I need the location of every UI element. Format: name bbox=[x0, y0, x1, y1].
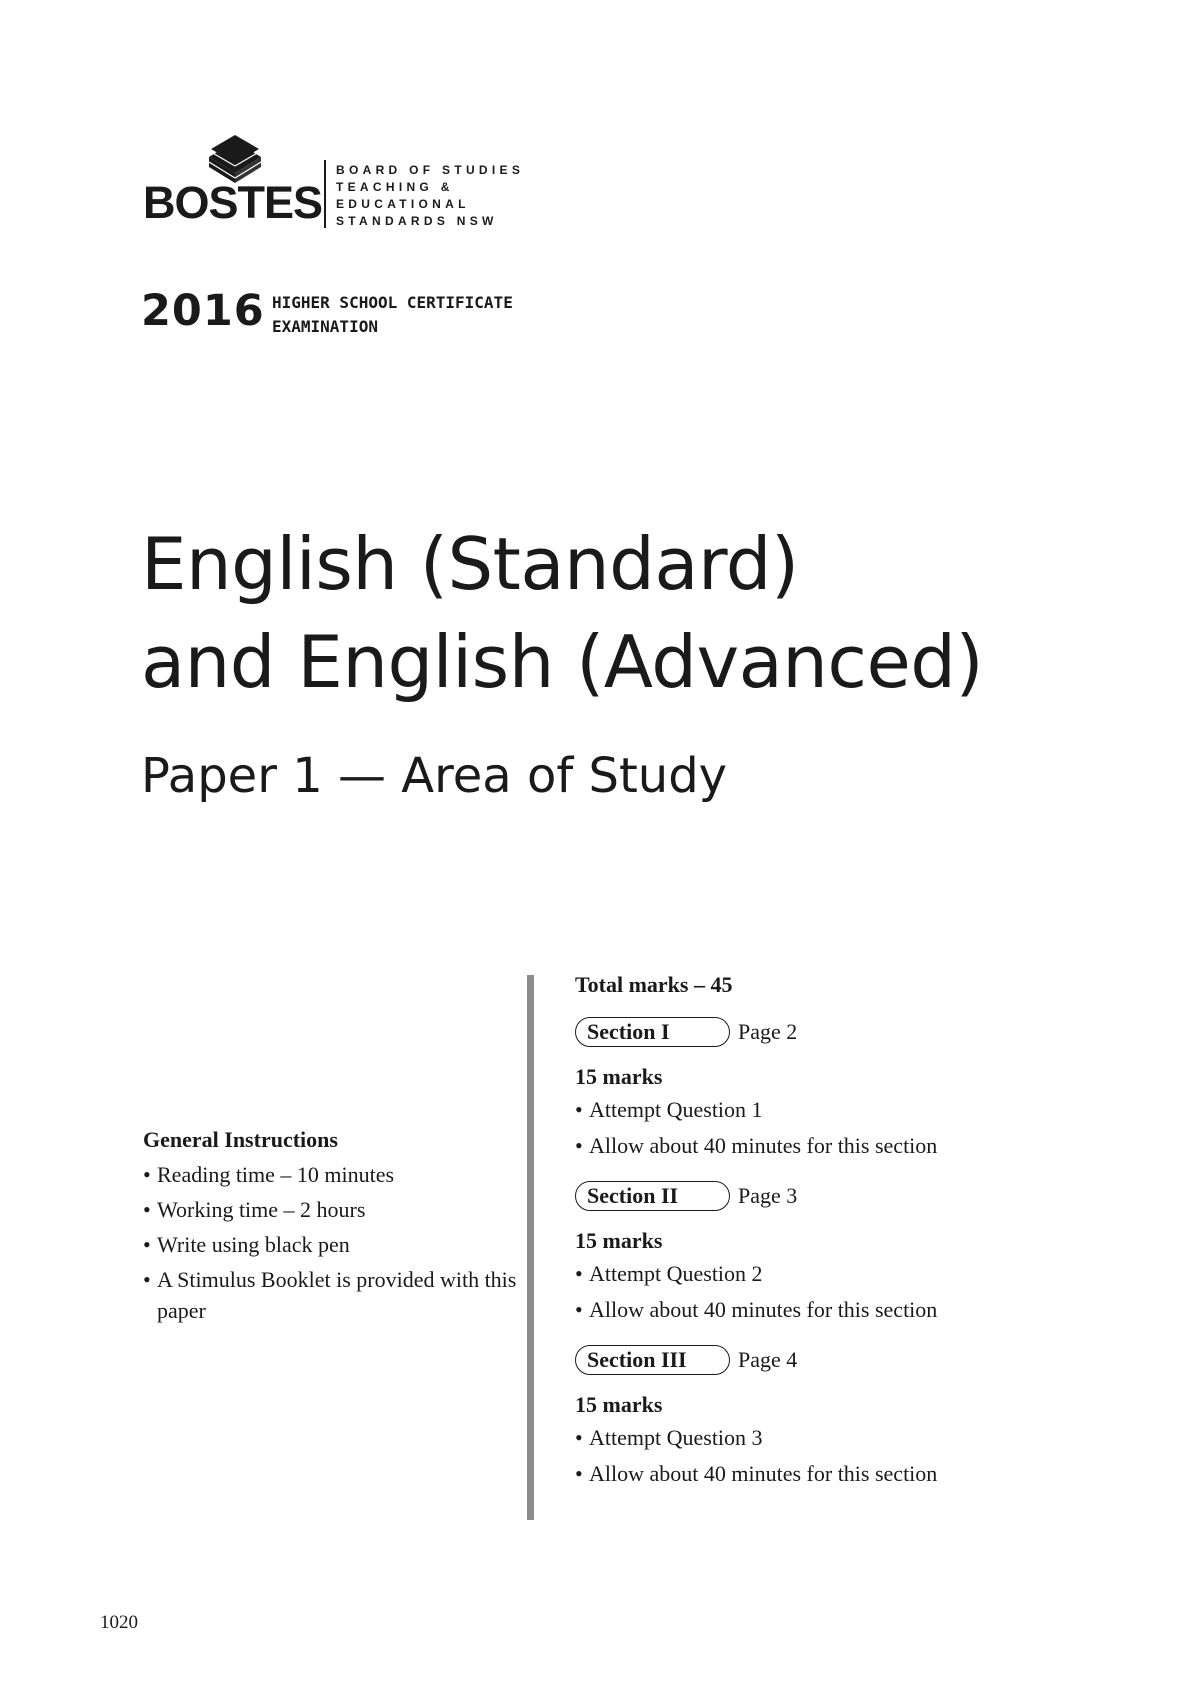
list-item: • Write using black pen bbox=[143, 1227, 523, 1262]
logo-divider bbox=[324, 160, 326, 228]
exam-name-line1: HIGHER SCHOOL CERTIFICATE bbox=[272, 293, 513, 312]
list-item: • Attempt Question 1 bbox=[575, 1092, 1115, 1128]
logo-line: BOARD OF STUDIES bbox=[336, 163, 525, 177]
paper-code: 1020 bbox=[100, 1612, 138, 1633]
list-item: • A Stimulus Booklet is provided with this paper bbox=[143, 1262, 523, 1326]
logo-text bbox=[336, 162, 524, 230]
bullet-icon: • bbox=[575, 1097, 583, 1122]
bullet-icon: • bbox=[575, 1297, 583, 1322]
bullet-icon: • bbox=[575, 1133, 583, 1158]
list-item: • Allow about 40 minutes for this section bbox=[575, 1456, 1115, 1492]
logo-wordmark: BOSTES bbox=[143, 177, 323, 228]
exam-year: 2016 bbox=[141, 286, 265, 336]
bullet-icon: • bbox=[575, 1461, 583, 1486]
exam-name-line2: EXAMINATION bbox=[272, 317, 378, 336]
bullet-icon: • bbox=[143, 1267, 151, 1292]
section-label-badge: Section II bbox=[575, 1181, 730, 1211]
general-instructions-heading: General Instructions bbox=[143, 1127, 338, 1152]
section-block bbox=[575, 1179, 1115, 1328]
page-subtitle: Paper 1 — Area of Study bbox=[141, 748, 728, 804]
logo-line: STANDARDS NSW bbox=[336, 214, 498, 228]
logo-line: TEACHING & bbox=[336, 180, 454, 194]
bullet-icon: • bbox=[143, 1162, 151, 1187]
list-item: • Working time – 2 hours bbox=[143, 1192, 523, 1227]
total-marks: Total marks – 45 bbox=[575, 972, 733, 997]
general-instructions bbox=[143, 1122, 523, 1326]
section-marks: 15 marks bbox=[575, 1064, 663, 1089]
logo-line: EDUCATIONAL bbox=[336, 197, 470, 211]
section-marks: 15 marks bbox=[575, 1228, 663, 1253]
column-divider bbox=[527, 975, 534, 1520]
title-line2: and English (Advanced) bbox=[141, 620, 984, 704]
section-label-badge: Section III bbox=[575, 1345, 730, 1375]
marks-summary bbox=[575, 970, 1115, 1492]
section-page-ref: Page 4 bbox=[738, 1347, 798, 1372]
exam-name bbox=[272, 291, 513, 339]
section-marks: 15 marks bbox=[575, 1392, 663, 1417]
list-item: • Attempt Question 2 bbox=[575, 1256, 1115, 1292]
title-line1: English (Standard) bbox=[141, 522, 799, 606]
list-item: • Allow about 40 minutes for this section bbox=[575, 1128, 1115, 1164]
list-item: • Attempt Question 3 bbox=[575, 1420, 1115, 1456]
list-item: • Reading time – 10 minutes bbox=[143, 1157, 523, 1192]
section-page-ref: Page 2 bbox=[738, 1019, 798, 1044]
bullet-icon: • bbox=[143, 1197, 151, 1222]
section-block bbox=[575, 1015, 1115, 1164]
page-title bbox=[141, 515, 983, 711]
bullet-icon: • bbox=[143, 1232, 151, 1257]
bullet-icon: • bbox=[575, 1261, 583, 1286]
section-block bbox=[575, 1343, 1115, 1492]
bullet-icon: • bbox=[575, 1425, 583, 1450]
list-item: • Allow about 40 minutes for this section bbox=[575, 1292, 1115, 1328]
section-page-ref: Page 3 bbox=[738, 1183, 798, 1208]
section-label-badge: Section I bbox=[575, 1017, 730, 1047]
